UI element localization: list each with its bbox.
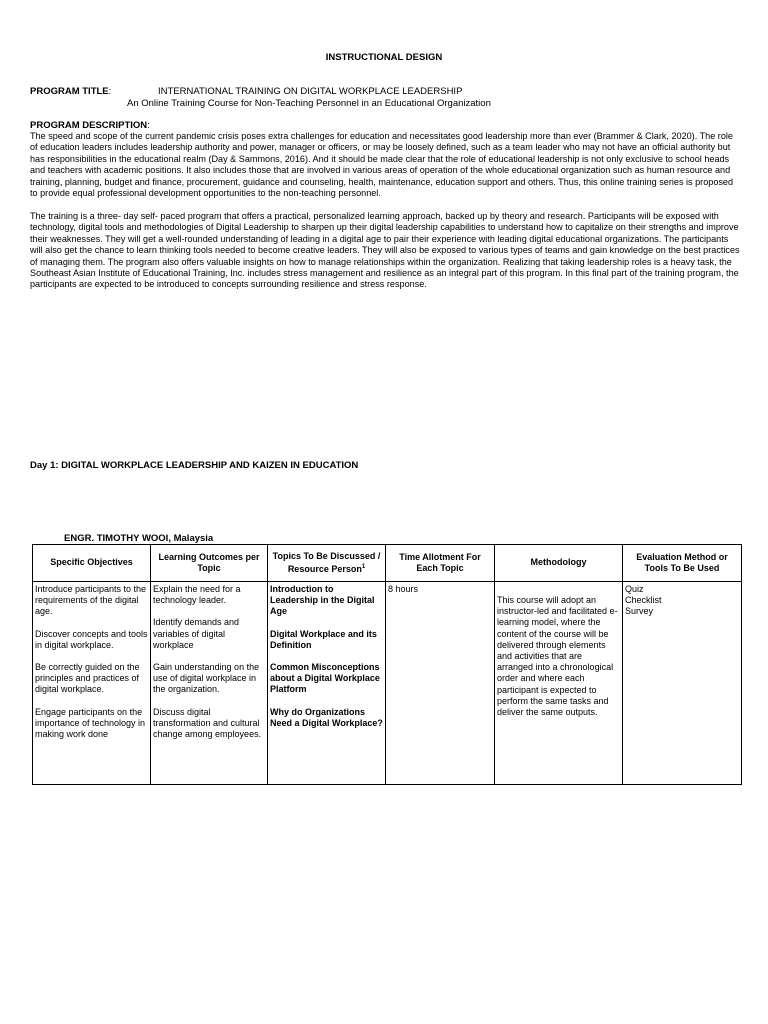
evaluation-cell (623, 582, 742, 785)
topic-item: Introduction to Leadership in the Digital Age (270, 584, 375, 617)
table-header-row (33, 545, 742, 582)
header-topics (268, 545, 386, 582)
evaluation-item: Checklist (625, 595, 662, 606)
objective-item: Discover concepts and tools in digital workplace. (35, 628, 148, 650)
outcome-item: Explain the need for a technology leader. (153, 584, 241, 606)
program-subtitle: An Online Training Course for Non-Teaching Personnel in an Educational Organization (127, 98, 491, 109)
document-title: INSTRUCTIONAL DESIGN (325, 52, 443, 63)
topic-item: Common Misconceptions about a Digital Workplace Platform (270, 662, 380, 695)
methodology-text: This course will adopt an instructor-led and facilitated e-learning model, where the content of the course will be delivered through elements and activities that are arranged into a chronological order and where each participant is expected to perform the same tasks and deliver the same outputs. (497, 595, 618, 718)
topic-item: Why do Organizations Need a Digital Workplace? (270, 706, 383, 728)
evaluation-item: Quiz (625, 584, 644, 594)
objective-item: Be correctly guided on the principles and practices of digital workplace. (35, 662, 140, 695)
description-paragraph-2: The training is a three- day self- paced program that offers a practical, personalized learning approach, backed up by theory and research. Participants will be exposed with technology, digital tools and methodologies of Digital Leadership to sharpen up their digital leadership capabilities to understand how to capitalize on their strengths and improve their weaknesses. They will get a well-rounded understanding of leading in a digital age to pair their experience with leading digital educational organizations. The participants will also get the chance to learn thinking tools needed to become creative leaders. They will also be exposed to various types of teams and gain knowledge on the best practices of managing them. The program also offers valuable insights on how to manage relationships within the organization. Realizing that taking leadership roles is a heavy task, the Southeast Asian Institute of Educational Training, Inc. includes stress management and resilience as an integral part of this program. In this final part of the training program, the participants are expected to be introduced to concepts surrounding resilience and stress response. (30, 211, 740, 290)
objective-item: Engage participants on the importance of technology in making work done (35, 706, 146, 740)
header-methodology: Methodology (495, 545, 623, 582)
header-time-allotment: Time Allotment For Each Topic (386, 545, 495, 582)
header-topics-text: Topics To Be Discussed / Resource Person (272, 550, 381, 574)
methodology-cell (495, 582, 623, 785)
evaluation-item: Survey (625, 606, 654, 617)
program-title-label-text: PROGRAM TITLE (30, 86, 109, 97)
objective-item: Introduce participants to the requirements of the digital age. (35, 584, 147, 617)
resource-person: ENGR. TIMOTHY WOOI, Malaysia (64, 533, 214, 544)
program-description-colon: : (147, 120, 150, 131)
program-description-label-text: PROGRAM DESCRIPTION (30, 120, 148, 131)
header-specific-objectives: Specific Objectives (33, 545, 151, 582)
header-learning-outcomes: Learning Outcomes per Topic (151, 545, 268, 582)
program-title: INTERNATIONAL TRAINING ON DIGITAL WORKPLACE LEADERSHIP (158, 86, 463, 97)
topics-cell (268, 582, 386, 785)
program-title-colon: : (108, 86, 112, 97)
program-description-label (30, 120, 150, 131)
time-allotment-cell: 8 hours (386, 582, 495, 785)
outcome-item: Gain understanding on the use of digital workplace in the organization. (153, 662, 260, 695)
objectives-cell (33, 582, 151, 785)
topic-item: Digital Workplace and its Definition (270, 628, 377, 650)
instructional-plan-table (32, 544, 742, 785)
header-evaluation: Evaluation Method or Tools To Be Used (623, 545, 742, 582)
description-paragraph-1: The speed and scope of the current pandemic crisis poses extra challenges for education and necessitates good leadership more than ever (Brammer & Clark, 2020). The role of education leaders includes leadership authority and power, manager or officers, or may be loosely defined, such as a team leader who may not have an official authority but has responsibilities in the educational realm (Day & Sammons, 2016). And it should be made clear that the role of educational leadership is not only exclusive to school heads and teachers with academic positions. It also includes those that are involved in various areas of operation of the whole educational organization such as human resource and training, planning, budget and finance, procurement, guidance and counseling, health, maintenance, education support and others. Thus, this online training series is proposed to provide equal professional development opportunities to the non-teaching personnel. (30, 131, 734, 199)
day-heading: Day 1: DIGITAL WORKPLACE LEADERSHIP AND KAIZEN IN EDUCATION (30, 460, 359, 471)
outcome-item: Discuss digital transformation and cultural change among employees. (153, 706, 262, 740)
header-topics-footnote: 1 (361, 564, 366, 570)
outcomes-cell (151, 582, 268, 785)
program-title-label (30, 86, 111, 97)
outcome-item: Identify demands and variables of digital workplace (153, 617, 240, 650)
table-row (33, 582, 742, 785)
